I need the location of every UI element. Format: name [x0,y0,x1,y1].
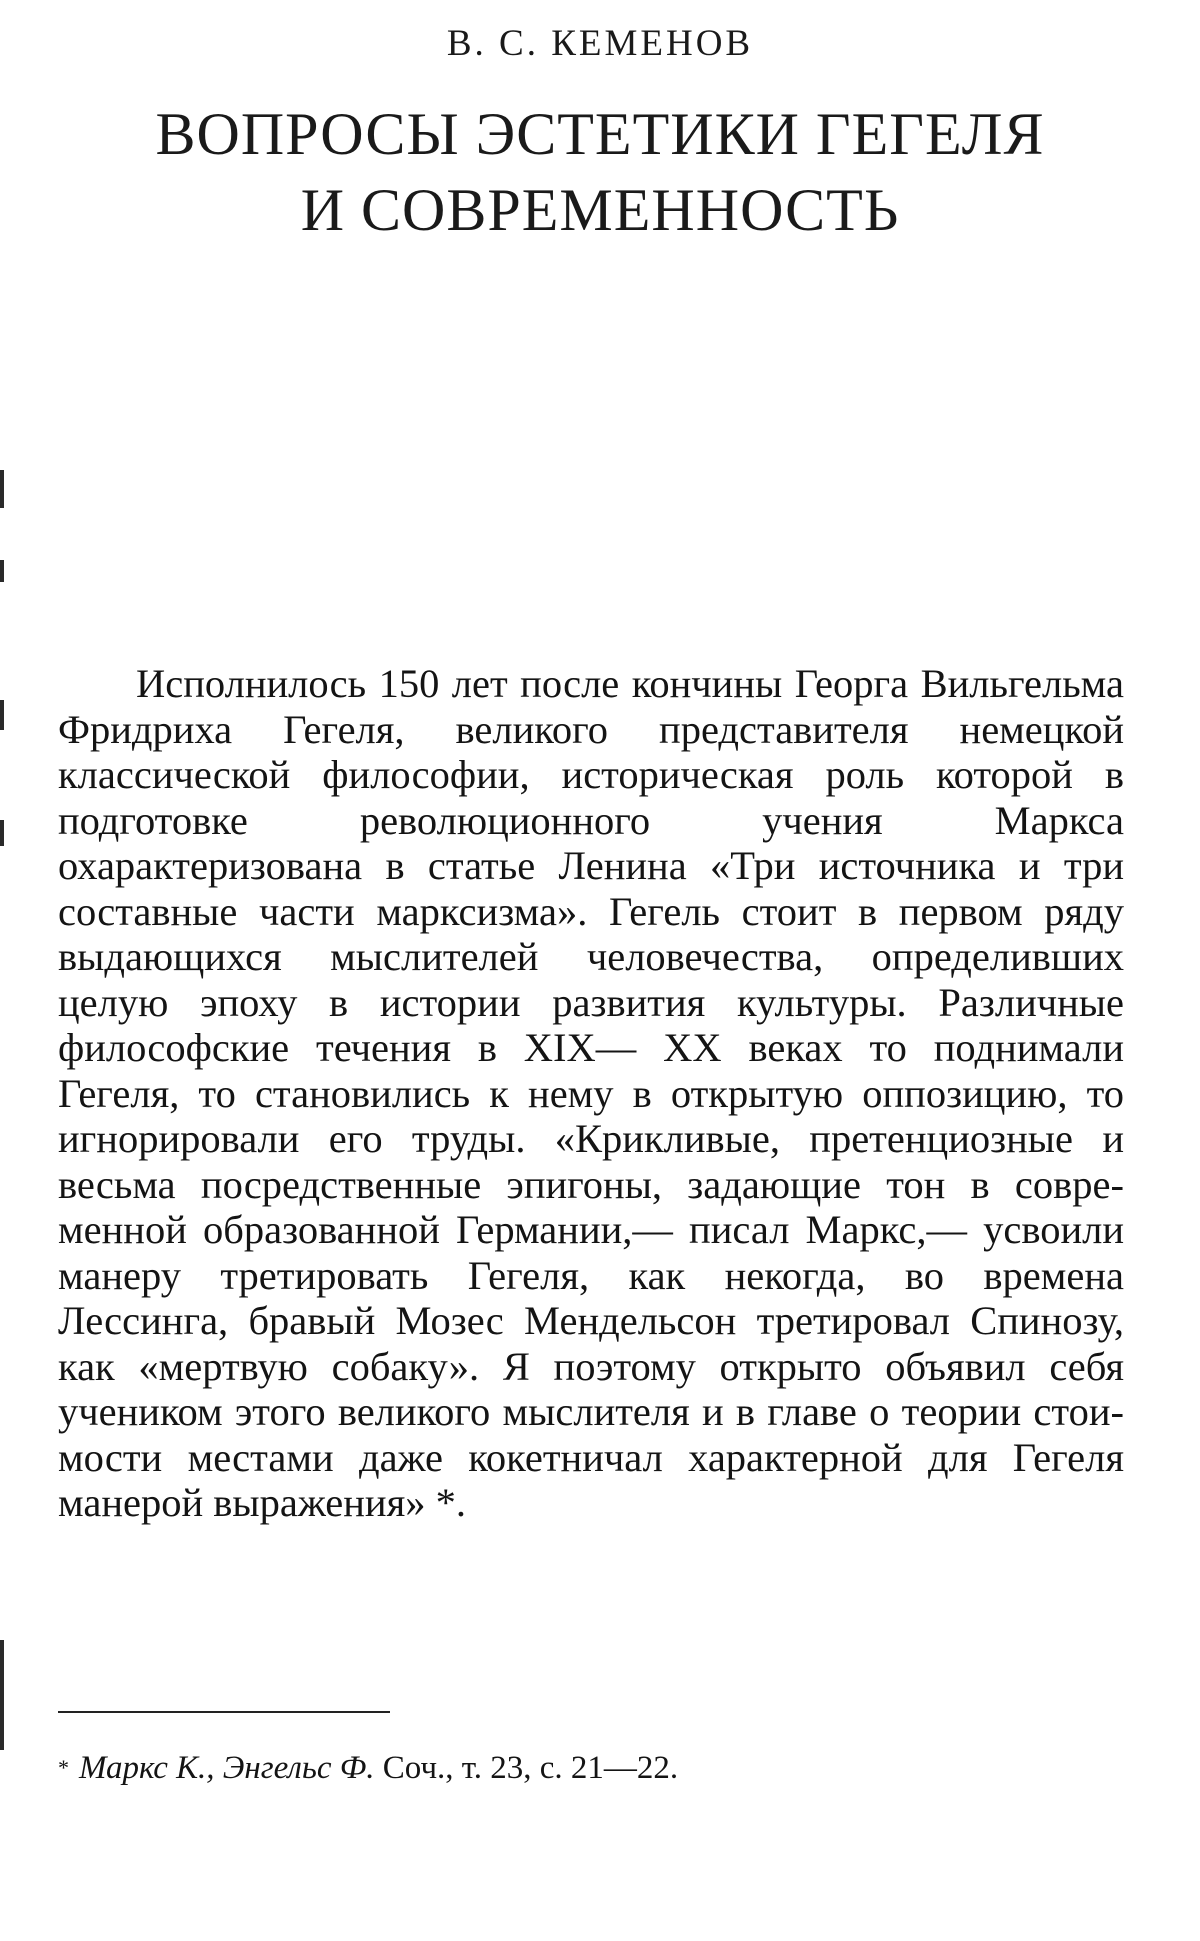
scan-edge-mark [0,470,4,508]
scan-edge-mark [0,1640,4,1750]
chapter-title-line-1: ВОПРОСЫ ЭСТЕТИКИ ГЕГЕЛЯ [155,101,1045,167]
footnote-mark: * [58,1755,69,1780]
scan-edge-mark [0,560,4,582]
scan-edge-mark [0,820,4,846]
scan-edge-mark [0,700,4,730]
chapter-title-line-2: И СОВРЕМЕННОСТЬ [300,177,900,243]
footnote-authors: Маркс К., Энгельс Ф. [79,1750,375,1786]
footnote [58,1748,1124,1788]
author-name: В. С. КЕМЕНОВ [446,23,754,64]
body-paragraph: Исполнилось 150 лет после кончины Георга Вильгельма Фридриха Гегеля, великого представителя немецкой классической философии, историческая роль которой в подготовке революционного учения Маркса охарактеризована в статье Ленина «Три источника и три составные части марксизма». Гегель стоит в первом ряду выдающихся мыслителей человечества, определивших целую эпоху в истории развития культуры. Различные философские течения в XIX— XX веках то поднимали Гегеля, то становились к нему в открытую оппозицию, то игнорировали его труды. «Крикливые, претенциозные и весьма посредственные эпигоны, задающие тон в современной образованной Германии,— писал Маркс,— усвоили манеру третировать Гегеля, как некогда, во времена Лессинга, бравый Мозес Мендельсон третировал Спинозу, как «мертвую собаку». Я поэтому открыто объявил себя учеником этого великого мыслителя и в главе о теории стоимости местами даже кокетничал характерной для Гегеля манерой выражения» *. [58,661,1124,1525]
chapter-title [0,96,1200,248]
footnote-source: Соч., т. 23, с. 21—22. [382,1750,679,1786]
footnote-separator [58,1711,390,1713]
